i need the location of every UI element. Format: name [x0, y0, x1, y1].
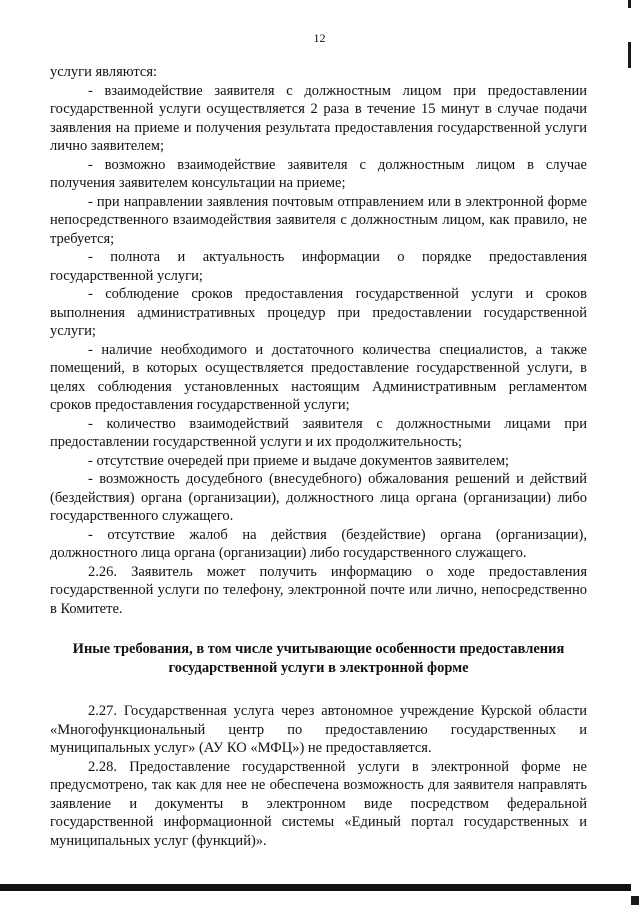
list-item: - при направлении заявления почтовым отправлением или в электронной форме непосредственного взаимодействия заявителя с должностным лицом, как правило, не требуется;: [50, 193, 587, 247]
list-item: - взаимодействие заявителя с должностным лицом при предоставлении государственной услуги осуществляется 2 раза в течение 15 минут в случае подачи заявления на приеме и получения результата предоставления государственной услуги лично заявителем;: [50, 82, 587, 154]
section-heading: [50, 640, 587, 678]
scan-edge-mark: [628, 0, 631, 8]
clause-2-28: 2.28. Предоставление государственной услуги в электронной форме не предусмотрено, так как для нее не обеспечена возможность для заявителя направлять заявление и документы в электронном виде посредством федеральной государственной информационной системы «Единый портал государственных и муниципальных услуг (функций)».: [50, 758, 587, 849]
page-number: 12: [313, 31, 326, 45]
section-heading-line: государственной услуги в электронной форме: [168, 660, 469, 676]
scan-edge-mark: [631, 896, 639, 905]
list-item: - отсутствие жалоб на действия (бездействие) органа (организации), должностного лица органа (организации) либо государственного служащего.: [50, 526, 587, 561]
document-body: [50, 63, 587, 850]
clause-2-26: 2.26. Заявитель может получить информацию о ходе предоставления государственной услуги по телефону, электронной почте или лично, непосредственно в Комитете.: [50, 563, 587, 617]
scan-bottom-band: [0, 884, 631, 891]
clause-2-27: 2.27. Государственная услуга через автономное учреждение Курской области «Многофункциональный центр по предоставлению государственных и муниципальных услуг» (АУ КО «МФЦ») не предоставляется.: [50, 703, 587, 756]
scan-edge-mark: [628, 42, 631, 68]
list-item: - наличие необходимого и достаточного количества специалистов, а также помещений, в которых осуществляется предоставление государственной услуги, в целях соблюдения установленных настоящим Административным регламентом сроков предоставления государственной услуги;: [50, 341, 587, 413]
list-item: - возможно взаимодействие заявителя с должностным лицом в случае получения заявителем консультации на приеме;: [50, 156, 587, 191]
list-item: - количество взаимодействий заявителя с должностными лицами при предоставлении государственной услуги и их продолжительность;: [50, 415, 587, 450]
list-item: - возможность досудебного (внесудебного) обжалования решений и действий (бездействия) органа (организации), должностного лица органа (организации) либо государственного служащего.: [50, 471, 587, 524]
list-item: - соблюдение сроков предоставления государственной услуги и сроков выполнения административных процедур при предоставлении государственной услуги;: [50, 286, 587, 339]
list-item: - отсутствие очередей при приеме и выдаче документов заявителем;: [88, 452, 510, 469]
paragraph-intro: услуги являются:: [50, 64, 158, 80]
section-heading-line: Иные требования, в том числе учитывающие особенности предоставления: [72, 641, 565, 657]
list-item: - полнота и актуальность информации о порядке предоставления государственной услуги;: [50, 249, 587, 284]
